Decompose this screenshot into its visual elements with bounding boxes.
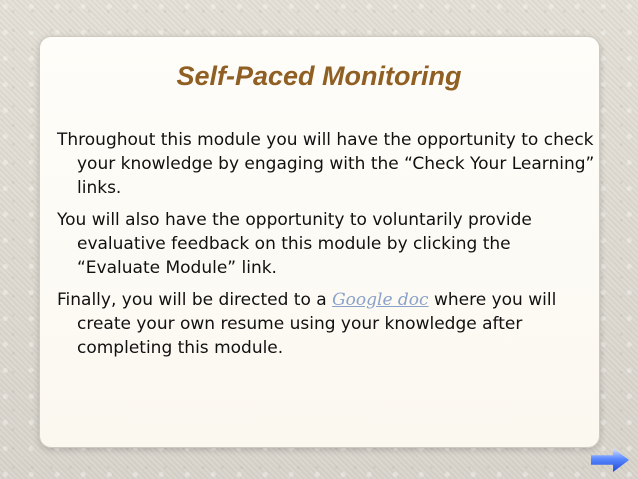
google-doc-link[interactable]: Google doc bbox=[332, 290, 429, 310]
slide-content bbox=[57, 128, 597, 368]
paragraph-google-doc-after: where you will create your own resume using your knowledge after completing this module. bbox=[77, 290, 557, 358]
next-slide-button[interactable] bbox=[591, 448, 629, 472]
slide-title: Self-Paced Monitoring bbox=[176, 61, 462, 91]
paragraph-google-doc-before: Finally, you will be directed to a bbox=[57, 290, 333, 310]
paragraph-check-learning: Throughout this module you will have the opportunity to check your knowledge by engaging with the “Check Your Learning” links. bbox=[57, 130, 595, 198]
paragraph-evaluate-module: You will also have the opportunity to voluntarily provide evaluative feedback on this module by clicking the “Evaluate Module” link. bbox=[57, 210, 532, 278]
paragraph-google-doc bbox=[57, 288, 597, 360]
